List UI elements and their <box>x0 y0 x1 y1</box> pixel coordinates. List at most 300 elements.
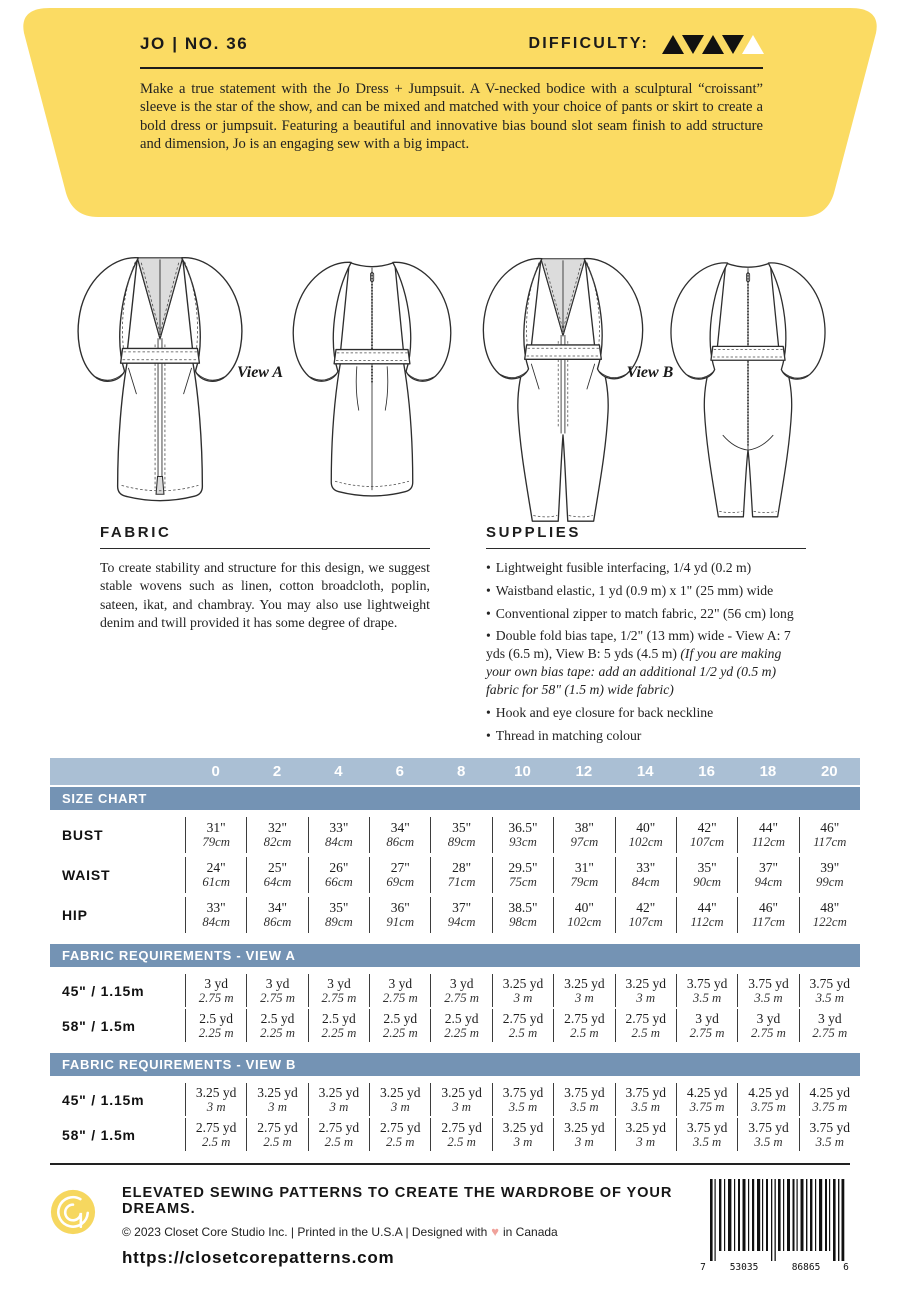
technical-drawings <box>0 240 900 536</box>
flap-content <box>140 34 763 154</box>
barcode-bar <box>810 1179 812 1251</box>
value-line-1: 3.75 yd <box>748 975 789 991</box>
value-cell <box>430 1083 491 1116</box>
value-line-1: 33" <box>206 900 226 916</box>
value-cell <box>369 1009 430 1042</box>
barcode-bar <box>838 1179 839 1261</box>
value-line-2: 94cm <box>754 875 783 890</box>
value-line-1: 2.75 yd <box>502 1010 544 1026</box>
value-line-1: 39" <box>820 860 840 876</box>
value-line-1: 2.75 yd <box>257 1119 298 1135</box>
row-label: 58" / 1.5m <box>62 1017 136 1034</box>
jumpsuit-front-drawing <box>472 243 654 535</box>
value-line-2: 2.25 m <box>382 1025 418 1040</box>
value-line-2: 3 m <box>574 1134 594 1149</box>
supplies-item <box>486 605 806 623</box>
value-cell <box>676 974 737 1007</box>
supplies-item <box>486 582 806 600</box>
barcode-bar <box>724 1179 725 1251</box>
value-line-1: 26" <box>329 860 349 876</box>
value-line-1: 31" <box>574 860 594 876</box>
bullet-icon: • <box>486 628 491 644</box>
value-line-1: 3.75 yd <box>502 1084 544 1100</box>
difficulty-triangle-empty-icon <box>742 35 764 54</box>
value-line-2: 3.5 m <box>570 1099 599 1114</box>
value-cell <box>799 857 860 893</box>
value-line-2: 3.75 m <box>812 1099 848 1114</box>
value-cell <box>369 897 430 933</box>
barcode-bar <box>801 1179 804 1251</box>
value-cell <box>369 974 430 1007</box>
supplies-item <box>486 704 806 722</box>
value-line-2: 79cm <box>570 875 599 890</box>
size-chart-band-label: SIZE CHART <box>62 791 147 806</box>
value-line-1: 3 yd <box>327 975 351 991</box>
value-line-2: 107cm <box>628 915 663 930</box>
value-cell <box>246 857 307 893</box>
footer <box>50 1163 850 1273</box>
size-header-row <box>50 758 860 785</box>
heart-icon: ♥ <box>491 1224 499 1239</box>
value-line-2: 2.5 m <box>263 1134 292 1149</box>
value-line-1: 37" <box>452 900 472 916</box>
barcode-bar <box>825 1179 827 1251</box>
value-line-2: 3.75 m <box>689 1099 725 1114</box>
barcode-bar <box>710 1179 713 1261</box>
value-line-1: 2.75 yd <box>625 1010 666 1026</box>
value-cell <box>308 1118 369 1151</box>
value-cell <box>308 897 369 933</box>
value-line-2: 2.5 m <box>386 1134 415 1149</box>
value-line-2: 107cm <box>690 835 725 850</box>
jumpsuit-back-drawing <box>660 243 836 535</box>
value-cell <box>246 1083 307 1116</box>
value-line-2: 2.25 m <box>260 1025 295 1040</box>
value-cell <box>185 817 246 853</box>
barcode-bar <box>833 1179 836 1261</box>
value-line-1: 34" <box>268 900 288 916</box>
size-column-header: 4 <box>334 763 343 780</box>
value-cell <box>308 1009 369 1042</box>
value-line-1: 4.25 yd <box>748 1084 789 1100</box>
value-line-1: 3.25 yd <box>380 1084 421 1100</box>
fabric-requirements-band-b <box>50 1053 860 1076</box>
value-line-2: 3.5 m <box>508 1099 538 1114</box>
value-line-2: 3 m <box>636 990 656 1005</box>
value-line-1: 3.75 yd <box>564 1084 605 1100</box>
value-line-1: 2.75 yd <box>380 1119 421 1135</box>
difficulty-triangle-filled-icon <box>702 35 724 54</box>
barcode-bar <box>766 1179 768 1251</box>
difficulty-label: DIFFICULTY: <box>528 35 649 52</box>
value-cell <box>246 897 307 933</box>
barcode-bar <box>787 1179 790 1251</box>
value-line-1: 4.25 yd <box>686 1084 728 1100</box>
footer-tagline: ELEVATED SEWING PATTERNS TO CREATE THE WARDROBE OF YOUR DREAMS. <box>122 1185 673 1217</box>
value-line-1: 36.5" <box>508 820 538 836</box>
value-cell <box>492 897 553 933</box>
value-cell <box>553 817 614 853</box>
barcode-bar <box>829 1179 830 1251</box>
size-chart-band <box>50 787 860 810</box>
value-cell <box>553 857 614 893</box>
value-line-2: 2.75 m <box>382 990 418 1005</box>
value-line-1: 3 yd <box>817 1010 842 1026</box>
value-line-1: 3.75 yd <box>809 1119 851 1135</box>
value-cell <box>799 1009 860 1042</box>
value-line-1: 31" <box>206 820 226 836</box>
value-line-2: 90cm <box>693 875 721 890</box>
value-line-2: 71cm <box>447 875 476 890</box>
value-line-2: 112cm <box>690 915 724 930</box>
barcode-bar <box>793 1179 795 1251</box>
barcode-bar <box>771 1179 772 1261</box>
value-cell <box>737 974 798 1007</box>
value-line-1: 3.75 yd <box>748 1119 789 1135</box>
measurement-row <box>50 897 860 933</box>
bullet-icon: • <box>486 704 491 720</box>
value-line-2: 3.5 m <box>815 990 845 1005</box>
value-cell <box>246 974 307 1007</box>
barcode-bar <box>819 1179 822 1251</box>
value-line-1: 35" <box>329 900 349 916</box>
value-cell <box>185 974 246 1007</box>
footer-text <box>122 1175 700 1268</box>
supplies-item <box>486 727 806 745</box>
value-line-2: 64cm <box>263 875 292 890</box>
fabric-requirements-band-a-label: FABRIC REQUIREMENTS - VIEW A <box>62 948 296 963</box>
difficulty-rating <box>663 35 763 54</box>
supplies-heading: SUPPLIES <box>486 524 806 549</box>
value-line-1: 42" <box>697 820 717 836</box>
bullet-icon: • <box>486 727 491 743</box>
copyright-pre: © 2023 Closet Core Studio Inc. | Printed in the U.S.A | Designed with <box>122 1225 488 1239</box>
fabric-requirement-row <box>50 974 860 1007</box>
value-line-2: 91cm <box>386 915 415 930</box>
difficulty-triangle-filled-icon <box>722 35 744 54</box>
value-line-1: 3.25 yd <box>257 1084 298 1100</box>
value-line-2: 117cm <box>751 915 786 930</box>
supplies-item <box>486 559 806 577</box>
value-cell <box>737 1083 798 1116</box>
value-line-1: 33" <box>636 860 656 876</box>
size-column-header: 18 <box>759 763 777 780</box>
value-cell <box>615 817 676 853</box>
view-b-label: View B <box>626 364 674 381</box>
value-cell <box>492 857 553 893</box>
barcode-digit: 53035 <box>729 1262 759 1273</box>
value-line-2: 2.5 m <box>447 1134 476 1149</box>
value-line-1: 48" <box>820 900 840 916</box>
value-cell <box>737 1118 798 1151</box>
value-cell <box>737 1009 798 1042</box>
barcode-bar <box>797 1179 798 1251</box>
value-line-1: 36" <box>390 900 410 916</box>
value-cell <box>430 1009 491 1042</box>
pattern-description: Make a true statement with the Jo Dress + Jumpsuit. A V-necked bodice with a sculptural “croissant” sleeve is the star of the show, and can be mixed and matched with your choice of pants or skirt to create a bold dress or jumpsuit. Featuring a beautiful and innovative bias bound slot seam finish to add structure and dimension, Jo is an engaging sew with a big impact. <box>140 81 763 153</box>
row-label: WAIST <box>62 867 111 883</box>
value-line-2: 3 m <box>390 1099 410 1114</box>
value-cell <box>369 857 430 893</box>
barcode <box>700 1177 850 1273</box>
measurement-row <box>50 857 860 893</box>
value-line-2: 3 m <box>452 1099 472 1114</box>
barcode-bar <box>728 1179 731 1251</box>
value-line-1: 2.5 yd <box>444 1010 479 1026</box>
value-line-1: 44" <box>697 900 717 916</box>
value-line-1: 3.75 yd <box>686 1119 728 1135</box>
value-line-1: 44" <box>758 820 778 836</box>
value-cell <box>553 1083 614 1116</box>
value-line-2: 3.5 m <box>692 990 722 1005</box>
size-column-header: 16 <box>698 763 715 780</box>
value-line-1: 34" <box>390 820 410 836</box>
size-column-header: 20 <box>820 763 838 780</box>
value-line-1: 2.5 yd <box>322 1010 356 1026</box>
fabric-section <box>100 524 430 749</box>
fabric-requirements-band-b-label: FABRIC REQUIREMENTS - VIEW B <box>62 1057 297 1072</box>
row-label: BUST <box>62 827 104 843</box>
value-line-1: 2.5 yd <box>260 1010 295 1026</box>
info-columns <box>100 524 806 749</box>
barcode-bar <box>757 1179 760 1251</box>
value-line-2: 61cm <box>202 875 231 890</box>
value-cell <box>492 1009 553 1042</box>
size-column-header: 6 <box>395 763 404 780</box>
value-line-1: 3.25 yd <box>502 975 544 991</box>
pattern-title: JO | NO. 36 <box>140 34 249 53</box>
fabric-requirements-band-a <box>50 944 860 967</box>
value-line-2: 93cm <box>509 835 537 850</box>
supplies-section <box>486 524 806 749</box>
value-cell <box>615 1083 676 1116</box>
supplies-item-text: Hook and eye closure for back neckline <box>495 704 714 720</box>
value-line-2: 117cm <box>813 835 847 850</box>
value-line-1: 3 yd <box>449 975 474 991</box>
value-cell <box>492 974 553 1007</box>
value-cell <box>246 1009 307 1042</box>
value-line-2: 3 m <box>513 990 533 1005</box>
value-cell <box>430 897 491 933</box>
value-line-1: 3.25 yd <box>625 1119 666 1135</box>
value-line-2: 102cm <box>567 915 602 930</box>
value-line-2: 94cm <box>447 915 476 930</box>
value-cell <box>369 1118 430 1151</box>
value-cell <box>553 897 614 933</box>
value-cell <box>553 1118 614 1151</box>
barcode-bar <box>738 1179 740 1251</box>
value-cell <box>185 1118 246 1151</box>
value-line-2: 3.5 m <box>754 990 783 1005</box>
value-cell <box>185 897 246 933</box>
value-line-2: 2.25 m <box>444 1025 480 1040</box>
value-cell <box>676 817 737 853</box>
value-line-1: 46" <box>758 900 778 916</box>
value-cell <box>553 974 614 1007</box>
flap-header-row <box>140 34 763 54</box>
value-line-2: 97cm <box>570 835 599 850</box>
value-cell <box>615 1118 676 1151</box>
value-cell <box>737 817 798 853</box>
view-a-label: View A <box>236 364 284 381</box>
barcode-bar <box>842 1179 845 1261</box>
barcode-bar <box>778 1179 781 1251</box>
value-cell <box>676 857 737 893</box>
value-line-1: 40" <box>636 820 656 836</box>
supplies-item-text: Lightweight fusible interfacing, 1/4 yd (0.2 m) <box>495 560 752 575</box>
value-line-2: 79cm <box>202 835 231 850</box>
value-line-1: 3.75 yd <box>625 1084 666 1100</box>
value-line-2: 102cm <box>628 835 663 850</box>
fabric-requirement-row <box>50 1009 860 1042</box>
value-cell <box>676 1083 737 1116</box>
value-cell <box>676 897 737 933</box>
value-line-2: 2.75 m <box>689 1025 725 1040</box>
value-cell <box>799 1118 860 1151</box>
value-line-1: 3.25 yd <box>564 975 605 991</box>
value-line-2: 2.75 m <box>444 990 480 1005</box>
size-column-header: 0 <box>211 763 220 780</box>
fabric-heading: FABRIC <box>100 524 430 549</box>
value-cell <box>430 1118 491 1151</box>
value-line-1: 2.5 yd <box>199 1010 234 1026</box>
value-cell <box>553 1009 614 1042</box>
value-line-1: 3.25 yd <box>502 1119 544 1135</box>
value-line-1: 3 yd <box>265 975 290 991</box>
row-label: HIP <box>62 907 88 923</box>
value-line-2: 2.75 m <box>751 1025 786 1040</box>
size-column-header: 2 <box>272 763 282 780</box>
value-cell <box>799 1083 860 1116</box>
measurement-row <box>50 817 860 853</box>
value-line-1: 3.25 yd <box>195 1084 237 1100</box>
difficulty-triangle-filled-icon <box>662 35 684 54</box>
barcode-digit: 7 <box>700 1262 706 1273</box>
difficulty-triangle-filled-icon <box>682 35 704 54</box>
value-line-2: 89cm <box>447 835 476 850</box>
barcode-bar <box>775 1179 776 1261</box>
value-cell <box>430 857 491 893</box>
fabric-body: To create stability and structure for this design, we suggest stable wovens such as linen, cotton broadcloth, poplin, sateen, ikat, and chambray. You may also use lightweight denim and twill provided it has some degree of drape. <box>100 560 430 631</box>
size-column-header: 14 <box>636 763 654 780</box>
value-cell <box>676 1009 737 1042</box>
value-line-1: 3 yd <box>204 975 228 991</box>
value-line-2: 3.5 m <box>754 1134 783 1149</box>
barcode-bar <box>762 1179 763 1251</box>
value-line-2: 84cm <box>202 915 231 930</box>
supplies-item <box>486 627 806 698</box>
value-line-2: 2.75 m <box>812 1025 848 1040</box>
value-cell <box>369 1083 430 1116</box>
website-url: https://closetcorepatterns.com <box>122 1248 395 1267</box>
value-line-2: 3.5 m <box>815 1134 845 1149</box>
value-line-2: 2.5 m <box>631 1025 660 1040</box>
value-line-2: 2.75 m <box>198 990 234 1005</box>
value-cell <box>185 1009 246 1042</box>
value-cell <box>799 974 860 1007</box>
value-line-1: 3 yd <box>756 1010 781 1026</box>
size-column-header: 12 <box>575 763 593 780</box>
value-line-1: 3 yd <box>695 1010 719 1026</box>
value-line-2: 75cm <box>509 875 537 890</box>
barcode-bar <box>748 1179 749 1251</box>
dress-back-drawing <box>282 246 462 510</box>
value-line-1: 35" <box>697 860 717 876</box>
value-line-2: 2.5 m <box>324 1134 354 1149</box>
barcode-bar <box>734 1179 735 1251</box>
value-line-1: 3.25 yd <box>318 1084 360 1100</box>
size-column-header: 10 <box>514 763 531 780</box>
value-line-2: 2.25 m <box>198 1025 234 1040</box>
bullet-icon: • <box>486 582 491 598</box>
value-cell <box>737 857 798 893</box>
value-cell <box>430 974 491 1007</box>
value-line-1: 3.25 yd <box>564 1119 605 1135</box>
value-line-1: 46" <box>820 820 840 836</box>
value-cell <box>246 1118 307 1151</box>
value-cell <box>492 817 553 853</box>
value-line-2: 112cm <box>751 835 786 850</box>
barcode-bar <box>715 1179 716 1261</box>
value-line-1: 38.5" <box>508 900 538 916</box>
barcode-digit: 6 <box>843 1262 849 1273</box>
supplies-item-text: Double fold bias tape, 1/2" (13 mm) wide - View A: 7 yds (6.5 m), View B: 5 yds (4.5 m) <box>486 628 791 662</box>
value-line-2: 3 m <box>268 1099 287 1114</box>
value-line-1: 4.25 yd <box>809 1084 851 1100</box>
value-line-1: 29.5" <box>508 860 538 876</box>
value-cell <box>492 1118 553 1151</box>
value-line-2: 2.5 m <box>570 1025 599 1040</box>
value-line-2: 3 m <box>636 1134 656 1149</box>
value-line-2: 86cm <box>386 835 415 850</box>
value-cell <box>430 817 491 853</box>
value-line-1: 35" <box>452 820 472 836</box>
barcode-bar <box>719 1179 721 1251</box>
value-line-1: 40" <box>574 900 594 916</box>
value-line-1: 28" <box>452 860 472 876</box>
supplies-item-text: Thread in matching colour <box>495 727 642 743</box>
value-line-1: 2.5 yd <box>383 1010 418 1026</box>
value-line-2: 89cm <box>325 915 353 930</box>
value-line-1: 3.25 yd <box>625 975 666 991</box>
value-cell <box>308 817 369 853</box>
value-line-1: 33" <box>329 820 349 836</box>
copyright-post: in Canada <box>503 1225 558 1239</box>
value-line-1: 32" <box>268 820 288 836</box>
value-line-2: 3 m <box>574 990 594 1005</box>
value-cell <box>369 817 430 853</box>
value-cell <box>185 857 246 893</box>
value-line-2: 3.75 m <box>751 1099 786 1114</box>
value-cell <box>737 897 798 933</box>
value-cell <box>676 1118 737 1151</box>
value-line-2: 2.75 m <box>260 990 295 1005</box>
value-cell <box>308 974 369 1007</box>
size-column-header: 8 <box>456 763 466 780</box>
envelope-flap <box>0 0 900 225</box>
value-line-1: 25" <box>268 860 288 876</box>
row-label: 45" / 1.15m <box>62 1091 145 1108</box>
supplies-list <box>486 559 806 744</box>
value-line-1: 3.25 yd <box>441 1084 482 1100</box>
row-label: 45" / 1.15m <box>62 982 145 999</box>
value-cell <box>615 897 676 933</box>
value-cell <box>615 857 676 893</box>
value-line-2: 82cm <box>263 835 292 850</box>
difficulty-indicator <box>529 35 763 54</box>
value-cell <box>246 817 307 853</box>
supplies-item-text: Waistband elastic, 1 yd (0.9 m) x 1" (25 mm) wide <box>495 582 774 598</box>
